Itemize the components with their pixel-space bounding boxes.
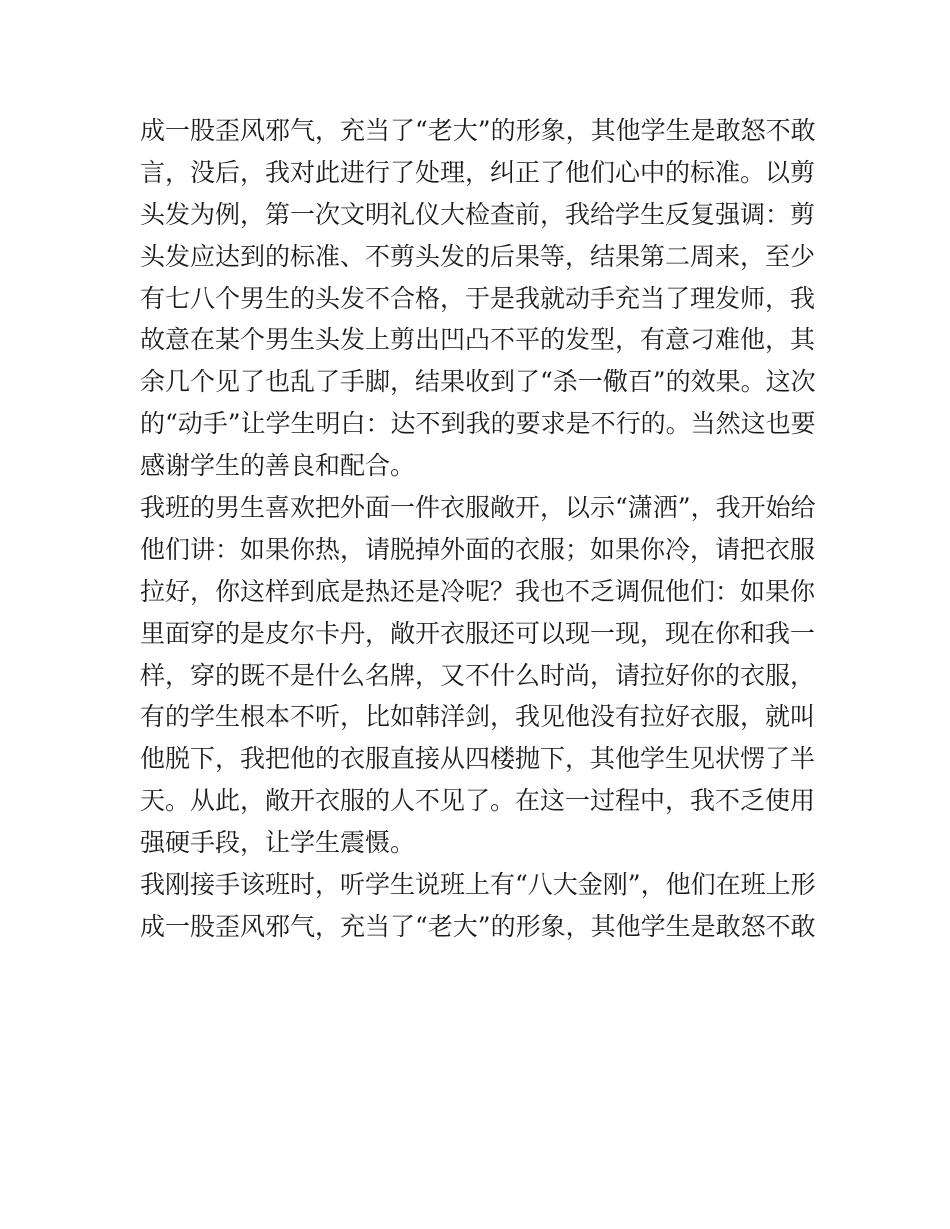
text-line: 天。从此，敞开衣服的人不见了。在这一过程中，我不乏使用: [140, 786, 816, 816]
text-line: 成一股歪风邪气，充当了“老大”的形象，其他学生是敢怒不敢: [140, 911, 816, 941]
text-line: 的“动手”让学生明白：达不到我的要求是不行的。当然这也要: [140, 409, 816, 439]
text-line: 我刚接手该班时，听学生说班上有“八大金刚”，他们在班上形: [140, 870, 816, 900]
text-line: 我班的男生喜欢把外面一件衣服敞开，以示“潇洒”，我开始给: [140, 493, 816, 523]
text-line: 有的学生根本不听，比如韩洋剑，我见他没有拉好衣服，就叫: [140, 702, 816, 732]
text-line: 他脱下，我把他的衣服直接从四楼抛下，其他学生见状愣了半: [140, 744, 816, 774]
text-line: 余几个见了也乱了手脚，结果收到了“杀一儆百”的效果。这次: [140, 367, 816, 397]
text-line: 头发为例，第一次文明礼仪大检查前，我给学生反复强调：剪: [140, 199, 816, 229]
text-line: 有七八个男生的头发不合格，于是我就动手充当了理发师，我: [140, 283, 816, 313]
text-line: 拉好，你这样到底是热还是冷呢？我也不乏调侃他们：如果你: [140, 576, 816, 606]
text-line: 头发应达到的标准、不剪头发的后果等，结果第二周来，至少: [140, 241, 816, 271]
text-line: 样，穿的既不是什么名牌，又不什么时尚，请拉好你的衣服，: [140, 660, 816, 690]
text-line: 感谢学生的善良和配合。: [140, 451, 416, 481]
text-line: 言，没后，我对此进行了处理，纠正了他们心中的标准。以剪: [140, 157, 816, 187]
text-line: 成一股歪风邪气，充当了“老大”的形象，其他学生是敢怒不敢: [140, 116, 816, 145]
text-line: 他们讲：如果你热，请脱掉外面的衣服；如果你冷，请把衣服: [140, 534, 816, 564]
text-line: 故意在某个男生头发上剪出凹凸不平的发型，有意刁难他，其: [140, 325, 816, 355]
document-body: [140, 110, 820, 948]
text-line: 里面穿的是皮尔卡丹，敞开衣服还可以现一现，现在你和我一: [140, 618, 816, 648]
text-line: 强硬手段，让学生震慑。: [140, 828, 416, 858]
